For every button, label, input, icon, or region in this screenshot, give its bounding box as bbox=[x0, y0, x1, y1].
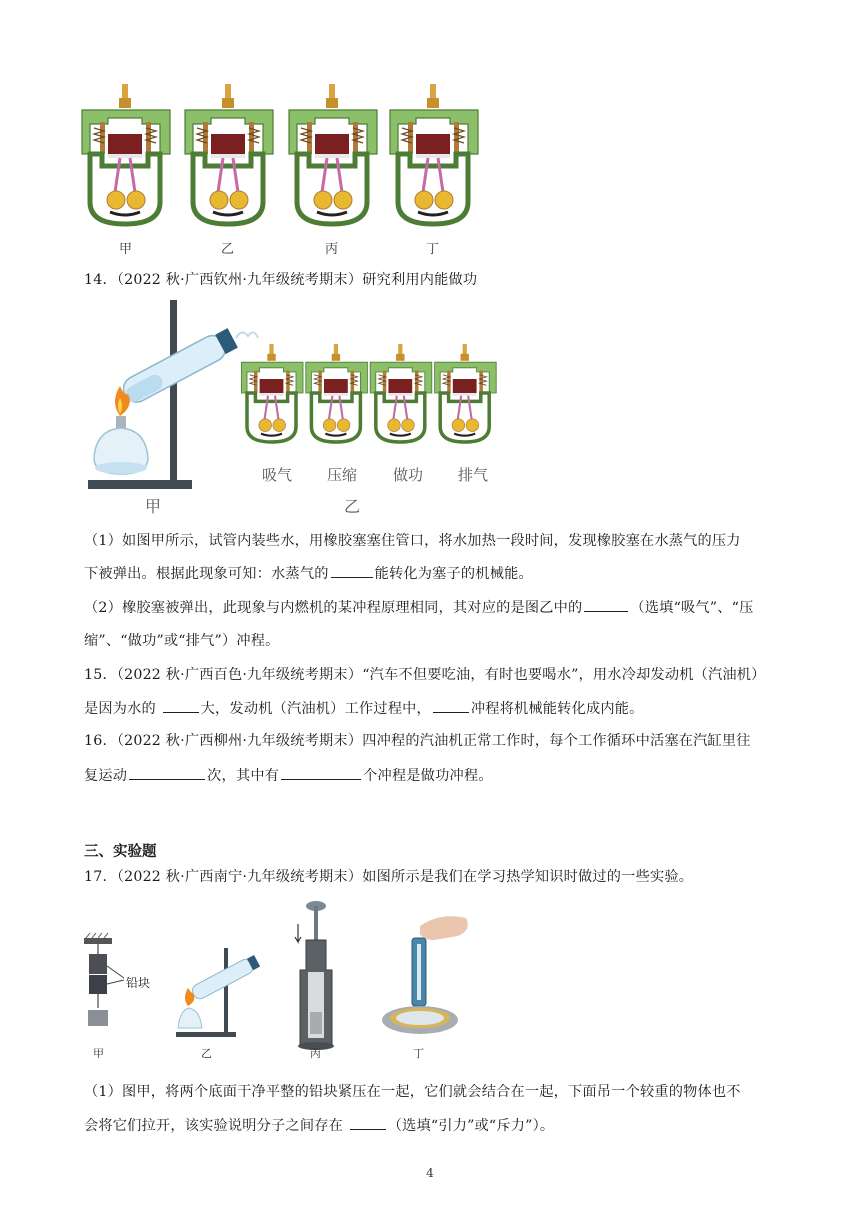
answer-blank[interactable] bbox=[129, 765, 205, 780]
stroke-label-intake: 吸气 bbox=[262, 466, 293, 484]
q16-line2 bbox=[84, 765, 493, 786]
q14-part1-text-a: 下被弹出。根据此现象可知：水蒸气的 bbox=[84, 566, 329, 582]
q17-header: 17．（2022 秋·广西南宁·九年级统考期末）如图所示是我们在学习热学知识时做过的一些实验。 bbox=[84, 869, 694, 885]
answer-blank[interactable] bbox=[584, 597, 628, 612]
stroke-label-power: 做功 bbox=[393, 466, 424, 484]
q14-part2-line1 bbox=[84, 597, 753, 618]
q17-part1-line1: （1）图甲，将两个底面干净平整的铅块紧压在一起，它们就会结合在一起，下面吊一个较重的物体也不 bbox=[84, 1084, 741, 1100]
q17-part1-line2 bbox=[84, 1115, 554, 1136]
thermometer-figure bbox=[380, 912, 480, 1042]
q16-text-a: 复运动 bbox=[84, 768, 128, 784]
stroke-label-compression: 压缩 bbox=[327, 466, 358, 484]
engine-label-bing: 丙 bbox=[325, 242, 339, 257]
q14-header: 14．（2022 秋·广西钦州·九年级统考期末）研究利用内能做功 bbox=[84, 272, 478, 288]
figure-label-jia: 甲 bbox=[145, 497, 162, 516]
q14-part2-text-b: （选填“吸气”、“压 bbox=[630, 600, 754, 616]
test-tube-figure-small bbox=[172, 940, 272, 1040]
q15-text-a: 是因为水的 bbox=[84, 701, 161, 717]
answer-blank[interactable] bbox=[331, 563, 373, 578]
q15-line2 bbox=[84, 698, 644, 719]
q17-label-ding: 丁 bbox=[413, 1047, 424, 1060]
q16-text-c: 个冲程是做功冲程。 bbox=[363, 768, 493, 784]
answer-blank[interactable] bbox=[281, 765, 361, 780]
answer-blank[interactable] bbox=[163, 698, 199, 713]
q17-part1-text-b: （选填“引力”或“斥力”）。 bbox=[387, 1118, 555, 1134]
q15-text-b: 大，发动机（汽油机）工作过程中， bbox=[200, 701, 431, 717]
q17-label-jia: 甲 bbox=[93, 1047, 104, 1060]
stroke-label-exhaust: 排气 bbox=[458, 466, 489, 484]
page-number: 4 bbox=[426, 1166, 434, 1180]
q17-part1-text-a: 会将它们拉开，该实验说明分子之间存在 bbox=[84, 1118, 348, 1134]
q15-line1: 15．（2022 秋·广西百色·九年级统考期末）“汽车不但要吃油，有时也要喝水”，用水冷却发动机（汽油机） bbox=[84, 667, 766, 683]
q14-part1-line2 bbox=[84, 563, 533, 584]
lead-blocks-figure bbox=[84, 938, 164, 1058]
q15-text-c: 冲程将机械能转化成内能。 bbox=[470, 701, 644, 717]
lead-block-label: 铅块 bbox=[126, 976, 151, 990]
engine-label-jia: 甲 bbox=[119, 242, 133, 257]
engine-label-yi: 乙 bbox=[221, 242, 235, 257]
q14-part1-text-b: 能转化为塞子的机械能。 bbox=[374, 566, 533, 582]
q14-part1-line1: （1）如图甲所示，试管内装些水，用橡胶塞塞住管口，将水加热一段时间，发现橡胶塞在水蒸气的压力 bbox=[84, 533, 741, 549]
q17-label-bing: 丙 bbox=[310, 1047, 321, 1060]
answer-blank[interactable] bbox=[433, 698, 469, 713]
q14-part2-line2: 缩”、“做功”或“排气”）冲程。 bbox=[84, 633, 280, 649]
q14-part2-text-a: （2）橡胶塞被弹出，此现象与内燃机的某冲程原理相同，其对应的是图乙中的 bbox=[84, 600, 583, 616]
engine-label-ding: 丁 bbox=[426, 242, 440, 257]
q17-label-yi: 乙 bbox=[201, 1047, 212, 1060]
compression-cylinder-figure bbox=[294, 900, 354, 1050]
section-title: 三、实验题 bbox=[84, 843, 157, 860]
q16-text-b: 次，其中有 bbox=[207, 768, 280, 784]
figure-label-yi: 乙 bbox=[344, 497, 361, 516]
answer-blank[interactable] bbox=[350, 1115, 386, 1130]
four-stroke-figure bbox=[0, 0, 300, 160]
q16-line1: 16．（2022 秋·广西柳州·九年级统考期末）四冲程的汽油机正常工作时，每个工作循环中活塞在汽缸里往 bbox=[84, 733, 751, 749]
